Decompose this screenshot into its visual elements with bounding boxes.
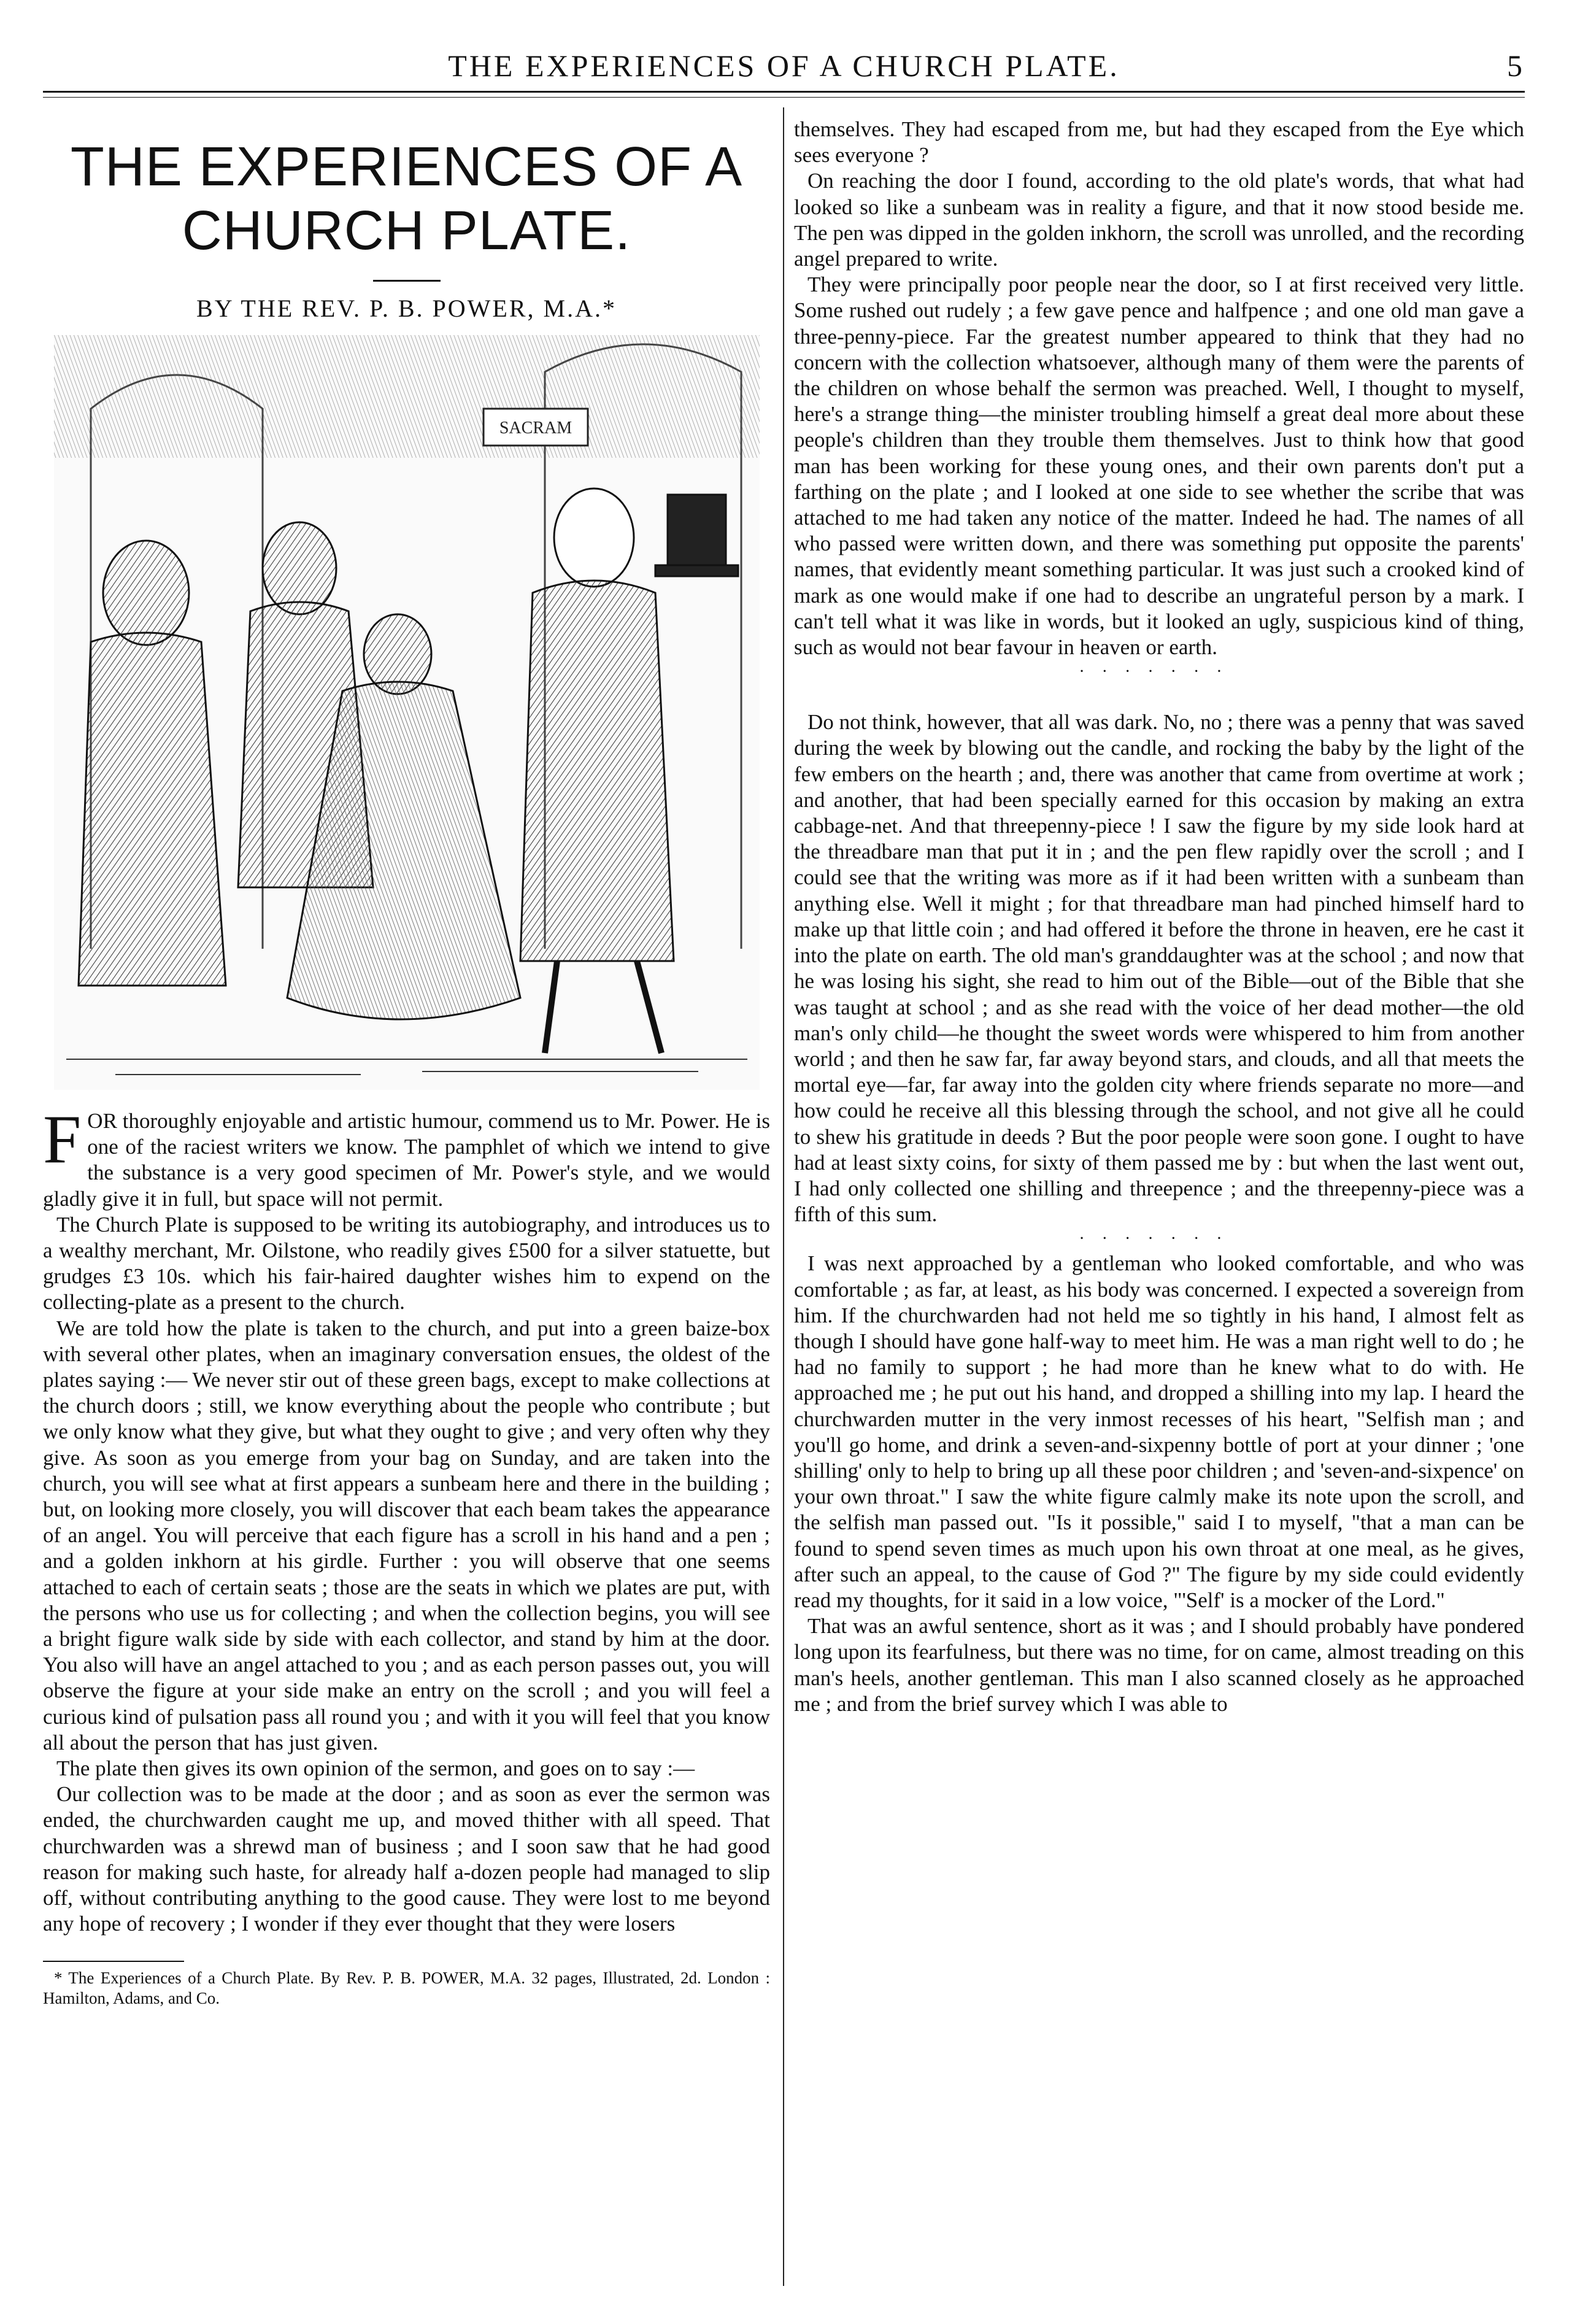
running-head <box>43 48 1525 91</box>
header-rule <box>43 91 1525 93</box>
dropcap: F <box>43 1102 82 1178</box>
paragraph: Our collection was to be made at the door ; and as soon as ever the sermon was ended, the churchwarden caught me up, and moved thither with all speed. That churchwarden was a shrewd man of business ; and I soon saw that he had good reason for making such haste, for already half a-dozen people had managed to slip off, without contributing anything to the good cause. They were lost to me beyond any hope of recovery ; I wonder if they ever thought that they were losers <box>43 1782 770 1936</box>
section-dots: ······· <box>1079 1229 1239 1249</box>
article-title: THE EXPERIENCES OF A CHURCH PLATE. <box>70 136 743 261</box>
engraving-illustration <box>54 335 760 1090</box>
page-number: 5 <box>1507 48 1525 83</box>
header-rule-thin <box>43 97 1525 98</box>
paragraph: The plate then gives its own opinion of the sermon, and goes on to say :— <box>56 1756 695 1781</box>
footnote: * The Experiences of a Church Plate. By Rev. P. B. POWER, M.A. 32 pages, Illustrated, 2d. London : Hamilton, Adams, and Co. <box>43 1968 770 2007</box>
column-divider <box>783 107 784 2286</box>
right-column <box>794 117 1524 1717</box>
section-dots: ······· <box>1079 662 1239 682</box>
title-rule <box>373 280 441 282</box>
paragraph: We are told how the plate is taken to the church, and put into a green baize-box with several other plates, when an imaginary conversation ensues, the oldest of the plates saying :— We never stir out of these green bags, except to make collections at the church doors ; still, we know everything about the people who contribute ; but we only know what they give, but what they ought to give ; and very often why they give. As soon as you emerge from your bag on Sunday, and are taken into the church, you will see what at first appears a sunbeam here and there in the building ; but, on looking more closely, you will discover that each beam takes the appearance of an angel. You will perceive that each figure has a scroll in his hand and a pen ; and a golden inkhorn at his girdle. Further : you will observe that one seems attached to each of certain seats ; those are the seats in which we plates are put, with the persons who use us for collecting ; and when the collection begins, you will see a bright figure walk side by side with each collector, and stand by him at the door. You also will have an angel attached to you ; and as each person passes out, you will observe the figure at your side make an entry on the scroll ; and you will feel a curious kind of pulsation pass all round you ; and with it you will feel that you know all about the person that has just given. <box>43 1316 770 1755</box>
paragraph: themselves. They had escaped from me, but had they escaped from the Eye which sees everyone ? <box>794 117 1524 168</box>
paragraph: That was an awful sentence, short as it was ; and I should probably have pondered long upon its fearfulness, but there was no time, for on came, almost treading on this man's heels, another gentleman. This man I also scanned closely as he approached me ; and from the brief survey which I was able to <box>794 1614 1524 1716</box>
paragraph: I was next approached by a gentleman who looked comfortable, and who was comfortable ; as far, at least, as his body was concerned. I expected a sovereign from him. If the churchwarden had not held me so tightly in his hand, I almost felt as though I should have gone half-way to meet him. He was a man right well to do ; he had no family to support ; he had more than he knew what to do with. He approached me ; he put out his hand, and dropped a shilling into my lap. I heard the churchwarden mutter in the very inmost recesses of his heart, "Selfish man ; and you'll go home, and drink a seven-and-sixpenny bottle of port at your dinner ; 'one shilling' only to help to bring up all these poor children ; and 'seven-and-sixpence' on your own throat." I saw the white figure calmly make its note upon the scroll, and the selfish man passed out. "Is it possible," said I to myself, "that a man can be found to spend seven times as much upon his own throat at one meal, as he gives, after such an appeal, to the cause of God ?" The figure by my side could evidently read my thoughts, for it said in a low voice, "'Self' is a mocker of the Lord." <box>794 1251 1524 1612</box>
left-column <box>43 117 770 2009</box>
paragraph-intro <box>43 1102 770 1212</box>
paragraph: The Church Plate is supposed to be writing its autobiography, and introduces us to a wealthy merchant, Mr. Oilstone, who readily gives £500 for a silver statuette, but grudges £3 10s. which his fair-haired daughter wishes him to expend on the collecting-plate as a present to the church. <box>43 1212 770 1314</box>
sign-text: SACRAM <box>499 419 572 438</box>
footnote-rule <box>43 1961 184 1962</box>
paragraph: They were principally poor people near the door, so I at first received very little. Some rushed out rudely ; a few gave pence and halfpence ; and one old man gave a three-penny-piece. Far the greatest number appeared to think that they had no concern with the collection whatsoever, although many of them were the parents of the children on whose behalf the sermon was preached. Well, I thought to myself, here's a strange thing—the minister troubling himself a great deal more about these people's children than they trouble them themselves. Just to think how that good man has been working for these young ones, and their own parents don't put a farthing on the plate ; and I looked at one side to see whether the scribe that was attached to me had taken any notice of the matter. Indeed he had. The names of all who passed were written down, and there was something put opposite the parents' names, that evidently meant something particular. It was just such a crooked kind of mark as one would make if one had to describe an ungrateful person by a mark. I can't tell what it was like in words, but it looked an ugly, suspicious kind of thing, such as would not bear favour in heaven or earth. <box>794 272 1524 660</box>
paragraph-intro-text: OR thoroughly enjoyable and artistic humour, commend us to Mr. Power. He is one of the raciest writers we know. The pamphlet of which we intend to give the substance is a very good specimen of Mr. Power's style, and we would gladly give it in full, but space will not permit. <box>43 1109 770 1211</box>
paragraph: On reaching the door I found, according to the old plate's words, that what had looked so like a sunbeam was in reality a figure, and that it now stood beside me. The pen was dipped in the golden inkhorn, the scroll was unrolled, and the recording angel prepared to write. <box>794 169 1524 271</box>
paragraph: Do not think, however, that all was dark. No, no ; there was a penny that was saved during the week by blowing out the candle, and rocking the baby by the light of the few embers on the hearth ; and, there was another that came from overtime at work ; and another, that had been specially earned for this occasion by making an extra cabbage-net. And that threepenny-piece ! I saw the figure by my side look hard at the threadbare man that put it in ; and the pen flew rapidly over the scroll ; and I could see that the writing was more as if it had been written with a sunbeam than anything else. Well it might ; for that threadbare man had pinched himself hard to make up that little coin ; and had offered it before the throne in heaven, ere he cast it into the plate on earth. The old man's granddaughter was at the school ; and now that he was losing his sight, she read to him out of the Bible—out of the Bible that she was taught at school ; and as she read with the voice of her dead mother—the old man's only child—he thought the sweet words were whispered to him from another world ; and then he saw far, far away beyond stars, and clouds, and all that meets the mortal eye—far, far away into the golden city where friends separate no more—and how could he receive all this blessing through the school, and not give all he could to shew his gratitude in deeds ? But the poor people were soon gone. I ought to have had at least sixty coins, for sixty of them passed me by : but when the last went out, I had only collected one shilling and threepence ; and the threepenny-piece was a fifth of this sum. <box>794 710 1524 1227</box>
byline: BY THE REV. P. B. POWER, M.A.* <box>196 295 617 322</box>
running-title: THE EXPERIENCES OF A CHURCH PLATE. <box>448 48 1120 83</box>
